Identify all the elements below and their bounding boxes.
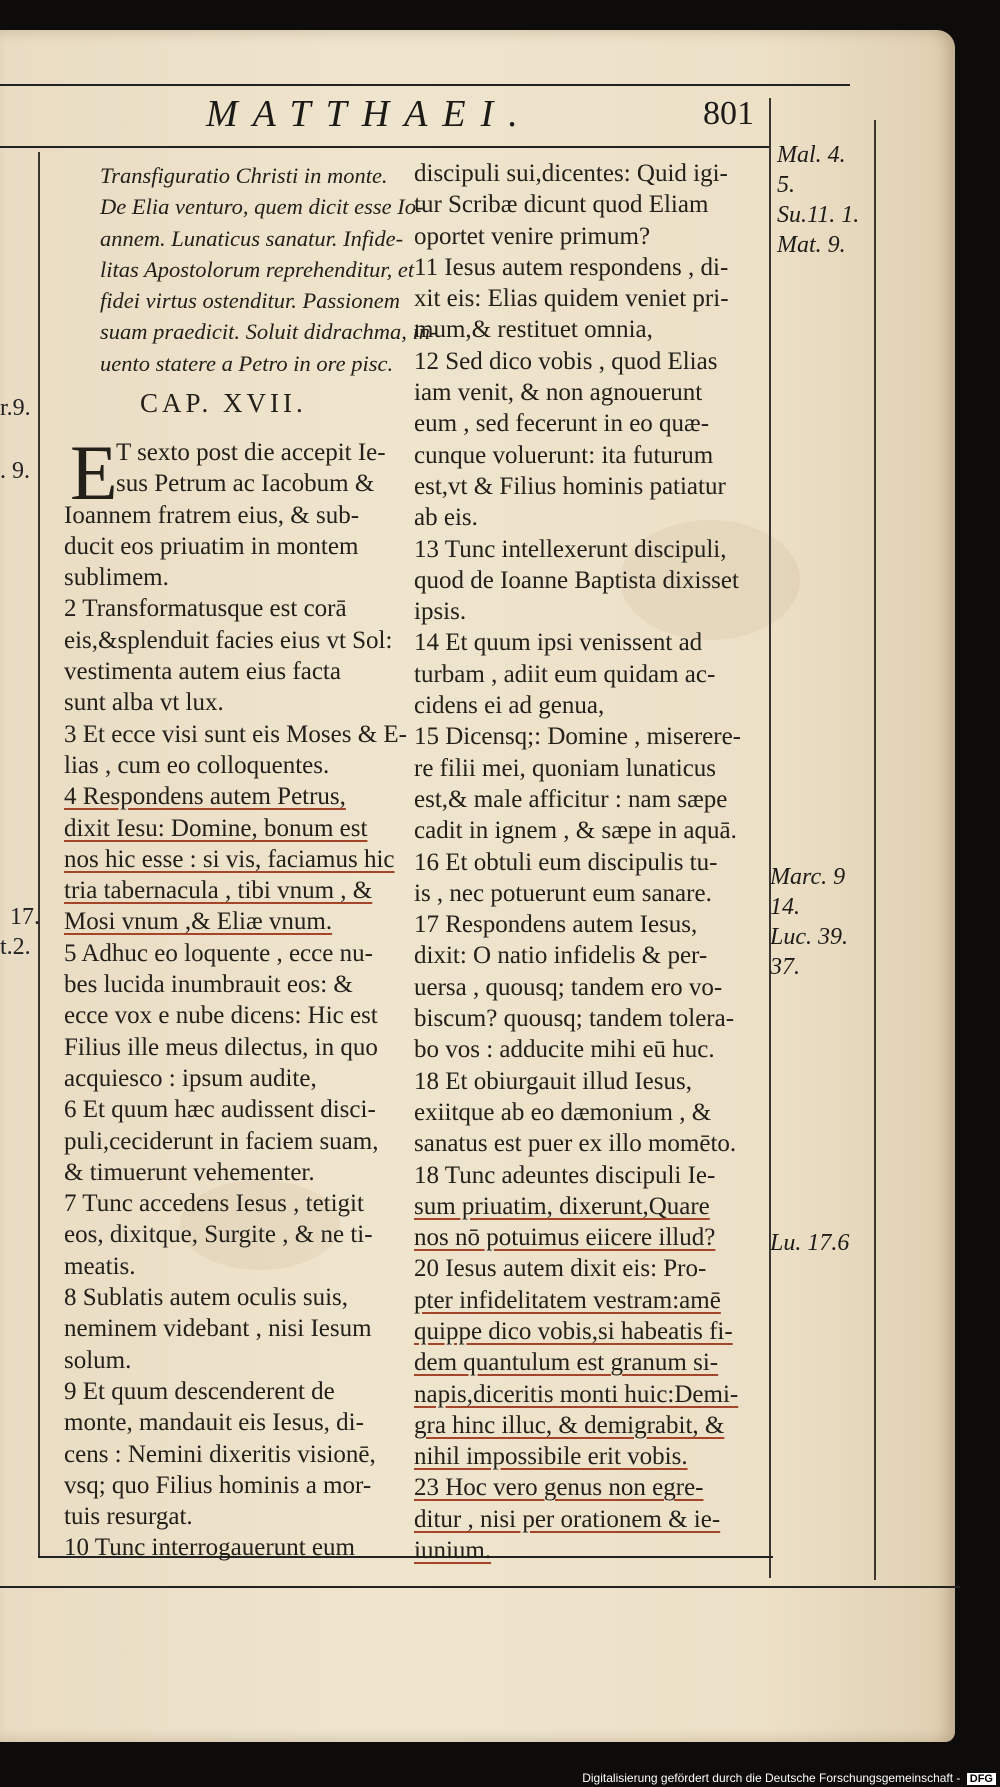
text-line: cadit in ignem , & sæpe in aquā. [414, 817, 737, 845]
text-line-underlined: nos hic esse : si vis, faciamus hic [64, 845, 395, 873]
outer-margin-rule [874, 120, 876, 1580]
text-line: cidens ei ad genua, [414, 692, 605, 720]
text-line: sunt alba vt lux. [64, 689, 224, 717]
text-line: iam venit, & non agnouerunt [414, 379, 703, 407]
text-line: lias , cum eo colloquentes. [64, 751, 330, 779]
text-line: vestimenta autem eius facta [64, 658, 341, 686]
text-line: cunque voluerunt: ita futurum [414, 441, 714, 469]
text-line-underlined: gra hinc illuc, & demigrabit, & [414, 1411, 725, 1439]
edge-note: . 9. [0, 458, 30, 484]
drop-capital: E [70, 429, 118, 516]
text-line: eum , sed fecerunt in eo quæ- [414, 410, 710, 438]
text-line: turbam , adiit eum quidam ac- [414, 660, 716, 688]
text-line: ipsis. [414, 598, 467, 626]
header-bottom-rule [0, 146, 770, 148]
text-line: discipuli sui,dicentes: Quid igi- [414, 160, 728, 187]
dfg-logo: DFG [967, 1773, 996, 1785]
text-line-underlined: ditur , nisi per orationem & ie- [414, 1505, 721, 1533]
summary-line: uento statere a Petro in ore pisc. [100, 350, 394, 376]
chapter-summary [100, 160, 437, 379]
text-line: cens : Nemini dixeritis visionē, [64, 1440, 376, 1468]
text-line: Filius ille meus dilectus, in quo [64, 1033, 378, 1061]
summary-line: fidei virtus ostenditur. Passionem [100, 288, 400, 314]
text-line: monte, mandauit eis Iesus, di- [64, 1409, 364, 1437]
text-line: vsq; quo Filius hominis a mor- [64, 1471, 372, 1499]
running-title: MATTHAEI. [206, 93, 533, 135]
text-line: 6 Et quum hæc audissent disci- [64, 1096, 376, 1124]
text-line: sublimem. [64, 564, 169, 592]
text-line: 7 Tunc accedens Iesus , tetigit [64, 1190, 364, 1218]
footer-rule [0, 1586, 960, 1588]
text-line: T sexto post die accepit Ie- [116, 439, 386, 466]
text-line: 2 Transformatusque est corā [64, 595, 347, 623]
text-line: 5 Adhuc eo loquente , ecce nu- [64, 939, 373, 967]
text-line: 14 Et quum ipsi venissent ad [414, 629, 703, 657]
page-number: 801 [703, 95, 754, 132]
text-line: sanatus est puer ex illo momēto. [414, 1130, 737, 1158]
text-line-underlined: nihil impossibile erit vobis. [414, 1443, 688, 1471]
text-line: 17 Respondens autem Iesus, [414, 911, 698, 939]
text-line-underlined: 23 Hoc vero genus non egre- [414, 1474, 704, 1502]
text-line: exiitque ab eo dæmonium , & [414, 1098, 712, 1126]
text-line: sus Petrum ac Iacobum & [116, 470, 375, 498]
text-line-underlined: napis,diceritis monti huic:Demi- [414, 1380, 739, 1408]
digitization-credit [582, 1771, 996, 1785]
text-line: ab eis. [414, 504, 478, 532]
margin-column-rule [769, 98, 771, 1578]
text-line: 10 Tunc interrogauerunt eum [64, 1534, 355, 1562]
text-line-underlined: dixit Iesu: Domine, bonum est [64, 814, 368, 842]
text-line: acquiesco : ipsum audite, [64, 1064, 317, 1092]
marginal-reference: Marc. 9 14. Luc. 39. 37. [770, 864, 848, 980]
text-line-underlined: dem quantulum est granum si- [414, 1349, 719, 1377]
text-line: 18 Et obiurgauit illud Iesus, [414, 1067, 692, 1095]
text-line-underlined: nos nō potuimus eiicere illud? [414, 1224, 716, 1252]
text-line: eos, dixitque, Surgite , & ne ti- [64, 1221, 373, 1249]
text-line: 18 Tunc adeuntes discipuli Ie- [414, 1161, 716, 1189]
text-line: 12 Sed dico vobis , quod Elias [414, 347, 718, 375]
text-line: & timuerunt vehementer. [64, 1158, 315, 1186]
summary-line: suam praedicit. Soluit didrachma, in- [100, 319, 438, 345]
text-line: biscum? quousq; tandem tolera- [414, 1005, 735, 1033]
chapter-heading: CAP. XVII. [140, 388, 307, 418]
text-line: 11 Iesus autem respondens , di- [414, 253, 729, 281]
credit-text: Digitalisierung gefördert durch die Deutsche Forschungsgemeinschaft - [582, 1771, 961, 1785]
text-line: est,& male afficitur : nam sæpe [414, 785, 728, 813]
text-line: bo vos : adducite mihi eū huc. [414, 1036, 715, 1064]
marginal-reference: Lu. 17.6 [770, 1230, 850, 1256]
text-line-underlined: pter infidelitatem vestram:amē [414, 1286, 721, 1314]
text-line: 15 Dicensq;: Domine , miserere- [414, 723, 741, 751]
text-line: 8 Sublatis autem oculis suis, [64, 1284, 349, 1312]
text-line: tur Scribæ dicunt quod Eliam [414, 191, 709, 219]
text-line: meatis. [64, 1252, 136, 1280]
text-line-underlined: quippe dico vobis,si habeatis fi- [414, 1317, 733, 1345]
text-line: 13 Tunc intellexerunt discipuli, [414, 535, 727, 563]
left-column-rule [38, 152, 40, 1557]
edge-note: r.9. [0, 395, 31, 421]
edge-note: t.2. [0, 934, 31, 960]
summary-line: Transfiguratio Christi in monte. [100, 163, 388, 188]
summary-line: De Elia venturo, quem dicit esse Io- [100, 194, 424, 220]
text-line: dixit: O natio infidelis & per- [414, 942, 708, 970]
text-line: ducit eos priuatim in montem [64, 532, 359, 560]
text-line-underlined: 4 Respondens autem Petrus, [64, 783, 346, 811]
text-line: eis,&splenduit facies eius vt Sol: [64, 626, 393, 654]
summary-line: litas Apostolorum reprehenditur, et [100, 256, 415, 282]
summary-line: annem. Lunaticus sanatur. Infide- [100, 225, 404, 251]
header-top-rule [0, 84, 850, 86]
text-column-left [64, 437, 407, 1564]
text-line: mum,& restituet omnia, [414, 316, 653, 344]
text-line: solum. [64, 1346, 132, 1374]
text-line: xit eis: Elias quidem veniet pri- [414, 285, 729, 313]
text-line: ecce vox e nube dicens: Hic est [64, 1002, 378, 1030]
text-column-right [414, 158, 741, 1566]
text-line-underlined: sum priuatim, dixerunt,Quare [414, 1192, 710, 1220]
text-line: re filii mei, quoniam lunaticus [414, 754, 717, 782]
text-line-underlined: iunium. [414, 1537, 492, 1565]
text-line: uersa , quousq; tandem ero vo- [414, 973, 723, 1001]
text-line: Ioannem fratrem eius, & sub- [64, 501, 360, 529]
text-line: quod de Ioanne Baptista dixisset [414, 566, 739, 594]
marginal-reference: Mal. 4. 5. Su.11. 1. Mat. 9. [777, 142, 860, 258]
edge-note: 17. [10, 904, 40, 930]
text-line-underlined: tria tabernacula , tibi vnum , & [64, 877, 373, 905]
text-line: est,vt & Filius hominis patiatur [414, 472, 726, 500]
text-line: puli,ceciderunt in faciem suam, [64, 1127, 379, 1155]
text-line: bes lucida inumbrauit eos: & [64, 971, 353, 999]
text-line: 9 Et quum descenderent de [64, 1377, 335, 1405]
text-line: oportet venire primum? [414, 222, 651, 250]
text-line: tuis resurgat. [64, 1503, 193, 1531]
text-line: neminem videbant , nisi Iesum [64, 1315, 372, 1343]
text-line: 3 Et ecce visi sunt eis Moses & E- [64, 720, 407, 748]
text-line: 20 Iesus autem dixit eis: Pro- [414, 1255, 707, 1283]
text-line: is , nec potuerunt eum sanare. [414, 879, 712, 907]
text-line: 16 Et obtuli eum discipulis tu- [414, 848, 718, 876]
text-line-underlined: Mosi vnum ,& Eliæ vnum. [64, 908, 333, 936]
